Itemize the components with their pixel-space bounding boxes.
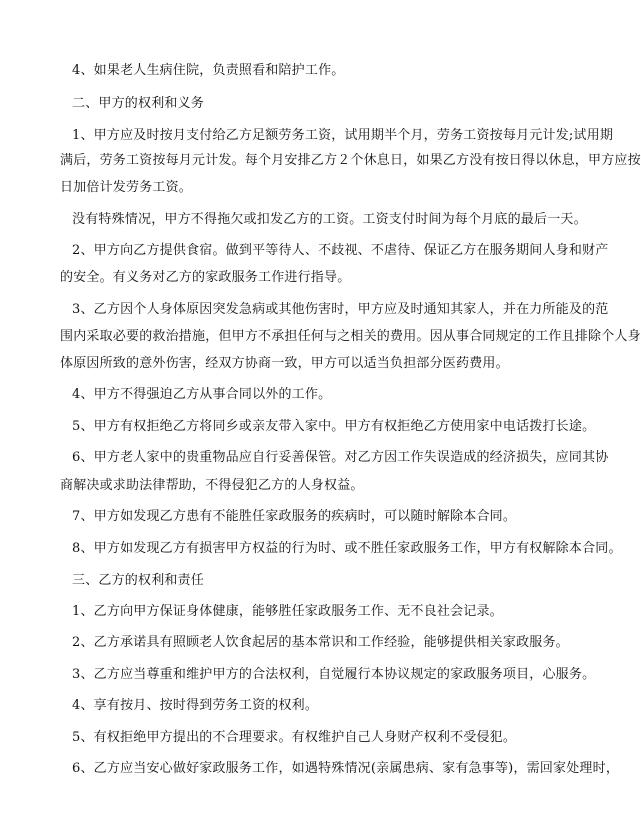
text-line: 2、乙方承诺具有照顾老人饮食起居的基本常识和工作经验，能够提供相关家政服务。 [72, 635, 569, 650]
text-line: 体原因所致的意外伤害，经双方协商一致，甲方可以适当负担部分医药费用。 [60, 356, 509, 371]
text-line: 5、有权拒绝甲方提出的不合理要求。有权维护自己人身财产权利不受侵犯。 [72, 730, 517, 745]
text-line: 3、乙方应当尊重和维护甲方的合法权利，自觉履行本协议规定的家政服务项目，心服务。 [72, 667, 596, 682]
text-line: 满后，劳务工资按每月元计发。每个月安排乙方２个休息日，如果乙方没有按日得以休息，甲方应按 [60, 153, 641, 168]
text-line: 日加倍计发劳务工资。 [60, 180, 193, 195]
text-line: 8、甲方如发现乙方有损害甲方权益的行为时、或不胜任家政服务工作，甲方有权解除本合同。 [72, 541, 622, 556]
text-line: 6、乙方应当安心做好家政服务工作，如遇特殊情况(亲属患病、家有急事等)，需回家处理时， [72, 761, 620, 776]
text-line: 4、甲方不得强迫乙方从事合同以外的工作。 [72, 387, 332, 402]
text-line: 5、甲方有权拒绝乙方将同乡或亲友带入家中。甲方有权拒绝乙方使用家中电话拨打长途。 [72, 419, 596, 434]
text-line: 1、乙方向甲方保证身体健康，能够胜任家政服务工作、无不良社会记录。 [72, 604, 503, 619]
text-line: 4、享有按月、按时得到劳务工资的权利。 [72, 698, 319, 713]
text-line: 围内采取必要的救治措施，但甲方不承担任何与之相关的费用。因从事合同规定的工作且排除个人身 [60, 329, 641, 344]
text-line: 4、如果老人生病住院，负责照看和陪护工作。 [72, 63, 345, 78]
text-line: 1、甲方应及时按月支付给乙方足额劳务工资，试用期半个月，劳务工资按每月元计发;试用期 [72, 128, 614, 143]
text-line: 商解决或求助法律帮助，不得侵犯乙方的人身权益。 [60, 478, 364, 493]
text-line: 2、甲方向乙方提供食宿。做到平等待人、不歧视、不虐待、保证乙方在服务期间人身和财产 [72, 243, 609, 258]
section-heading: 三、乙方的权利和责任 [72, 573, 205, 588]
text-line: 没有特殊情况，甲方不得拖欠或扣发乙方的工资。工资支付时间为每个月底的最后一天。 [72, 212, 587, 227]
text-line: 6、甲方老人家中的贵重物品应自行妥善保管。对乙方因工作失误造成的经济损失，应同其协 [72, 450, 609, 465]
text-line: 的安全。有义务对乙方的家政服务工作进行指导。 [60, 270, 351, 285]
section-heading: 二、甲方的权利和义务 [72, 96, 205, 111]
text-line: 7、甲方如发现乙方患有不能胜任家政服务的疾病时，可以随时解除本合同。 [72, 509, 517, 524]
text-line: 3、乙方因个人身体原因突发急病或其他伤害时，甲方应及时通知其家人，并在力所能及的范 [72, 302, 609, 317]
